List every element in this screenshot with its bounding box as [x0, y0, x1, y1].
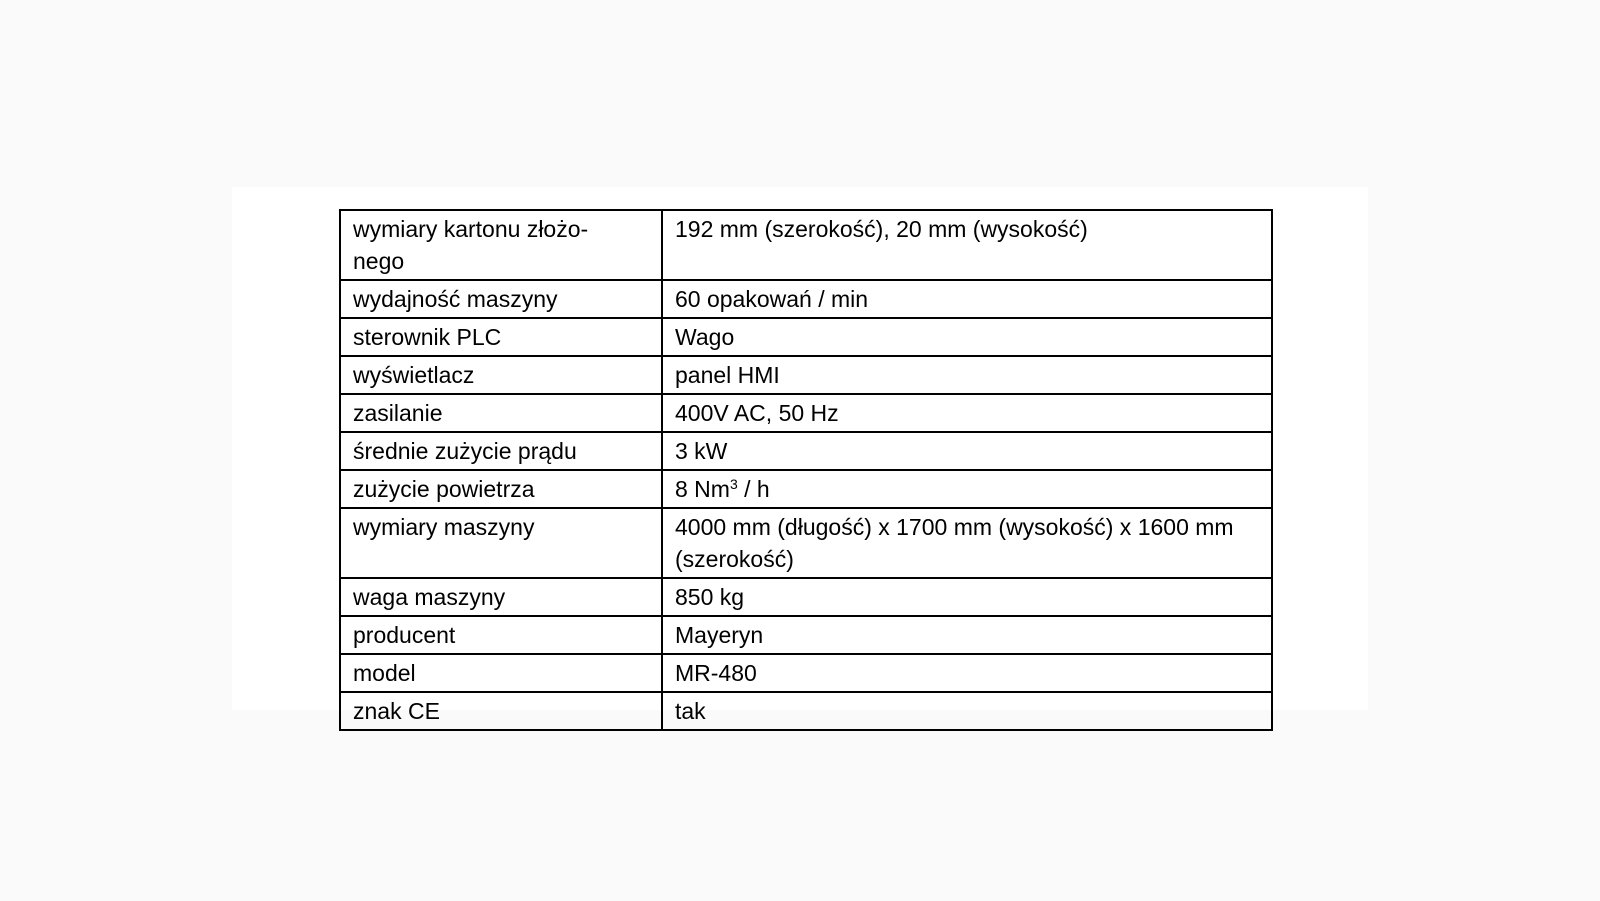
- spec-value-superscript: 3: [729, 476, 738, 492]
- spec-value-prefix: 8 Nm: [675, 476, 730, 502]
- spec-label: sterownik PLC: [340, 318, 662, 356]
- spec-value: panel HMI: [662, 356, 1272, 394]
- spec-label: model: [340, 654, 662, 692]
- spec-value: 400V AC, 50 Hz: [662, 394, 1272, 432]
- spec-label: zużycie powietrza: [340, 470, 662, 508]
- spec-value: 192 mm (szerokość), 20 mm (wysokość): [662, 210, 1272, 280]
- spec-value: 4000 mm (długość) x 1700 mm (wysokość) x 1600 mm (szerokość): [662, 508, 1272, 578]
- spec-value: 60 opakowań / min: [662, 280, 1272, 318]
- table-row: [340, 280, 1272, 318]
- table-row: [340, 654, 1272, 692]
- table-row: [340, 616, 1272, 654]
- spec-label: waga maszyny: [340, 578, 662, 616]
- spec-label: średnie zużycie prądu: [340, 432, 662, 470]
- table-row: [340, 470, 1272, 508]
- spec-label: wymiary kartonu złożo- nego: [340, 210, 662, 280]
- table-row: [340, 432, 1272, 470]
- specification-table: [339, 209, 1273, 731]
- spec-value-suffix: / h: [737, 476, 770, 502]
- spec-value: 3 kW: [662, 432, 1272, 470]
- table-row: [340, 578, 1272, 616]
- spec-label: wymiary maszyny: [340, 508, 662, 578]
- spec-value: Wago: [662, 318, 1272, 356]
- spec-value: [662, 470, 1272, 508]
- spec-value: Mayeryn: [662, 616, 1272, 654]
- spec-value: 850 kg: [662, 578, 1272, 616]
- spec-label: zasilanie: [340, 394, 662, 432]
- spec-label: wydajność maszyny: [340, 280, 662, 318]
- spec-value: tak: [662, 692, 1272, 730]
- table-row: [340, 318, 1272, 356]
- spec-label: wyświetlacz: [340, 356, 662, 394]
- table-row: [340, 508, 1272, 578]
- table-row: [340, 210, 1272, 280]
- table-row: [340, 692, 1272, 730]
- spec-value: MR-480: [662, 654, 1272, 692]
- spec-label: producent: [340, 616, 662, 654]
- table-row: [340, 356, 1272, 394]
- spec-label: znak CE: [340, 692, 662, 730]
- table-row: [340, 394, 1272, 432]
